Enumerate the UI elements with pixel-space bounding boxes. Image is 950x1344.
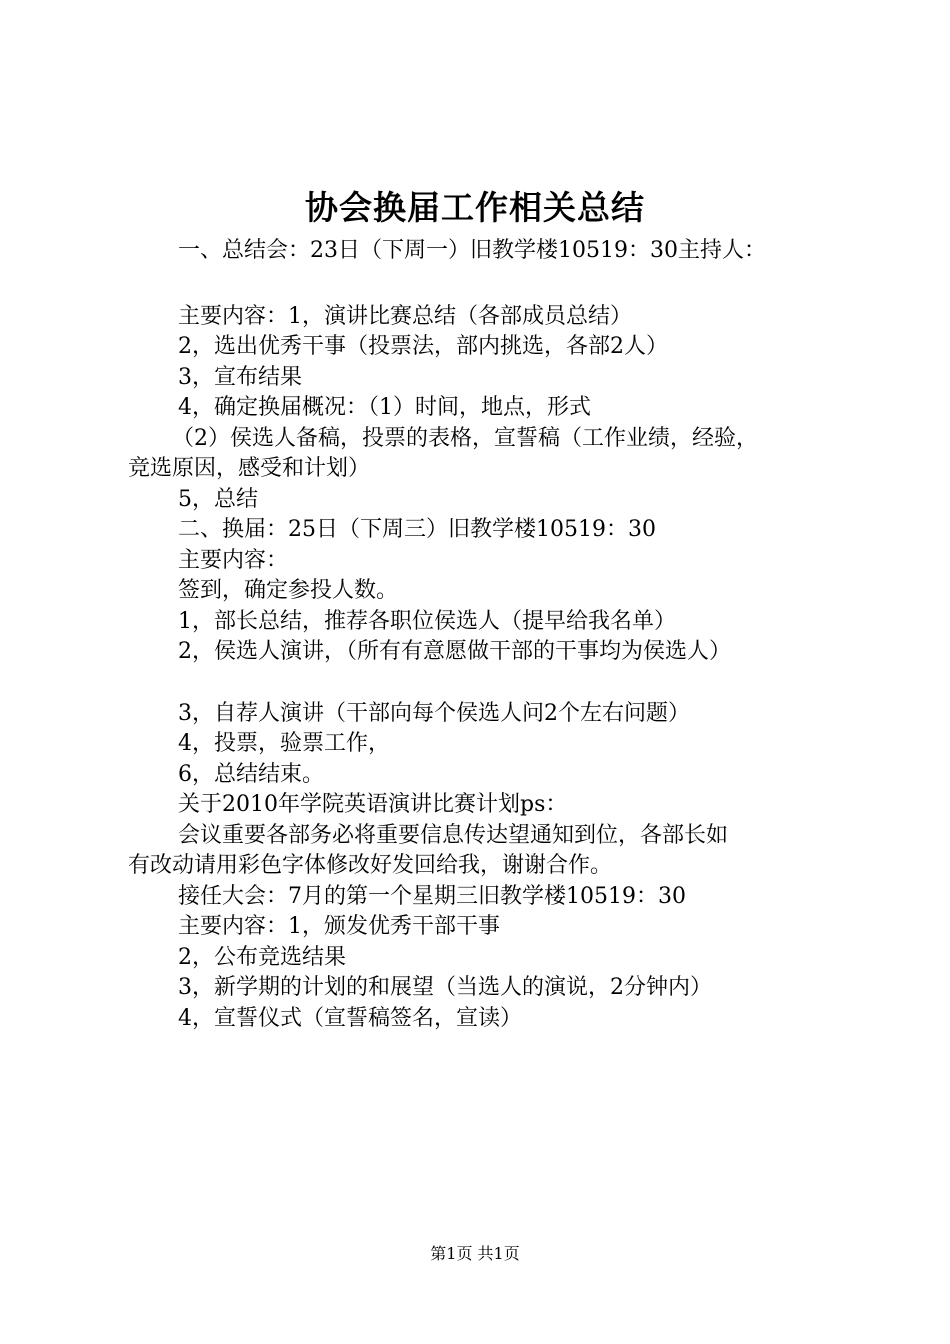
paragraph-line: 接任大会：7月的第一个星期三旧教学楼10519：30 (178, 883, 686, 909)
paragraph-line: 3，宣布结果 (178, 364, 302, 390)
page-footer: 第1页 共1页 (430, 1244, 520, 1263)
paragraph-line: 竞选原因，感受和计划） (128, 456, 371, 481)
paragraph-line: （2）侯选人备稿，投票的表格，宣誓稿（工作业绩，经验， (172, 425, 758, 451)
blank-line (128, 267, 840, 302)
paragraph-line: 1，部长总结，推荐各职位侯选人（提早给我名单） (178, 608, 676, 634)
paragraph-line: 有改动请用彩色字体修改好发回给我，谢谢合作。 (128, 853, 613, 878)
paragraph-line: 4，投票，验票工作， (178, 731, 390, 756)
paragraph-line: 3，自荐人演讲（干部向每个侯选人问2个左右问题） (178, 700, 690, 726)
blank-line (128, 668, 840, 699)
paragraph-line: 主要内容：1，颁发优秀干部干事 (178, 914, 500, 939)
document-title: 协会换届工作相关总结 (305, 188, 645, 227)
paragraph-line: 主要内容： (178, 547, 289, 573)
paragraph-line: 4，确定换届概况：（1）时间，地点，形式 (178, 395, 591, 420)
paragraph-line: 2，侯选人演讲，（所有有意愿做干部的干事均为侯选人） (178, 639, 731, 664)
paragraph-line: 2，公布竞选结果 (178, 944, 346, 970)
paragraph-line: 6，总结结束。 (178, 761, 324, 787)
paragraph-line: 4，宣誓仪式（宣誓稿签名，宣读） (178, 1005, 522, 1031)
paragraph-line: 2，选出优秀干事（投票法，部内挑选，各部2人） (178, 334, 668, 359)
document-body (128, 236, 840, 1034)
section-1-heading: 一、总结会：23日（下周一）旧教学楼10519：30主持人： (178, 238, 766, 263)
paragraph-line: 3，新学期的计划的和展望（当选人的演说，2分钟内） (178, 975, 712, 1000)
paragraph-line: 会议重要各部务必将重要信息传达望通知到位，各部长如 (178, 822, 729, 848)
paragraph-line: 主要内容：1，演讲比赛总结（各部成员总结） (178, 303, 632, 329)
paragraph-line: 签到，确定参投人数。 (178, 578, 399, 603)
paragraph-line: 5，总结 (178, 486, 258, 512)
paragraph-line: 关于2010年学院英语演讲比赛计划ps： (178, 792, 568, 817)
section-2-heading: 二、换届：25日（下周三）旧教学楼10519：30 (178, 517, 656, 542)
